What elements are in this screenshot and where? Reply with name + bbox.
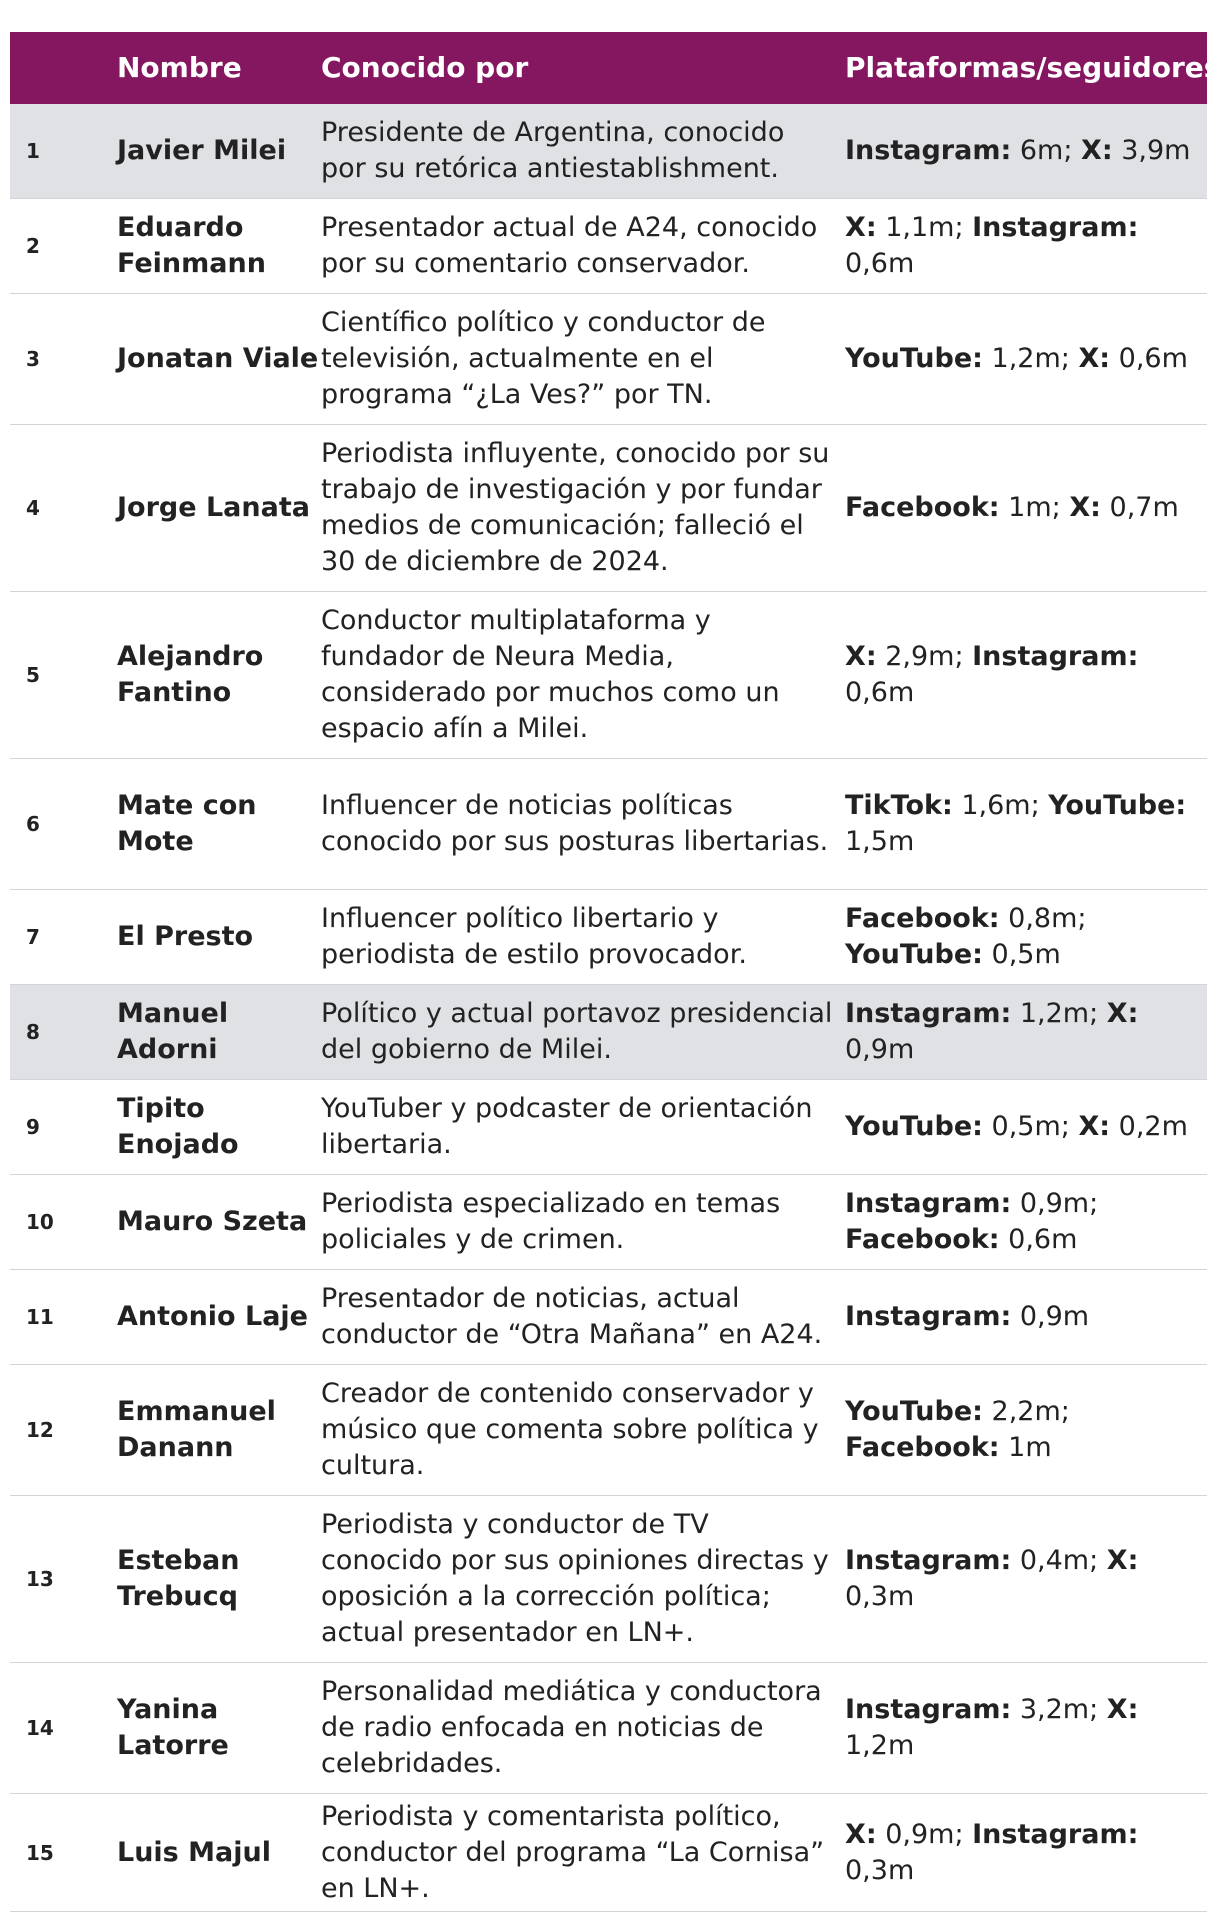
- row-known-for: Periodista y conductor de TV conocido por sus opiniones directas y oposición a la corrección política; actual presentador en LN+.: [321, 1509, 829, 1648]
- row-name: Mate con Mote: [117, 790, 257, 857]
- row-known-for: Influencer político libertario y periodista de estilo provocador.: [321, 903, 747, 970]
- row-known-for: Presentador de noticias, actual conductor de “Otra Mañana” en A24.: [321, 1283, 823, 1350]
- platform-name: Instagram:: [845, 135, 1012, 166]
- platform-name: X:: [1078, 1111, 1111, 1142]
- platform-name: X:: [1106, 998, 1139, 1029]
- table-row: [10, 1663, 1207, 1794]
- row-platforms: [845, 1543, 1207, 1615]
- table-row: [10, 759, 1207, 890]
- follower-count: 0,6m: [845, 248, 915, 279]
- follower-count: 1,5m: [845, 826, 915, 857]
- table-row: [10, 1496, 1207, 1663]
- table-row: [10, 294, 1207, 425]
- row-number: 14: [26, 1716, 54, 1740]
- platform-name: YouTube:: [845, 1111, 983, 1142]
- row-number: 8: [26, 1020, 40, 1044]
- platform-name: Instagram:: [845, 1188, 1012, 1219]
- table-header: [10, 32, 1220, 104]
- table-row: [10, 1080, 1207, 1175]
- platform-name: Facebook:: [845, 492, 1000, 523]
- table-row: [10, 1365, 1207, 1496]
- row-number: 12: [26, 1418, 54, 1442]
- influencers-table: [10, 32, 1220, 1912]
- follower-count: 6m;: [1011, 135, 1082, 166]
- platform-name: X:: [1081, 135, 1113, 166]
- table-row: [10, 1175, 1207, 1270]
- row-name: Antonio Laje: [117, 1301, 308, 1332]
- table-row: [10, 890, 1207, 985]
- row-name: Manuel Adorni: [117, 998, 229, 1065]
- follower-count: 0,9m: [1011, 1301, 1090, 1332]
- row-platforms: [845, 1299, 1207, 1335]
- platform-name: X:: [1106, 1545, 1139, 1576]
- header-name: Nombre: [117, 51, 242, 84]
- platform-name: X:: [845, 641, 877, 672]
- row-number: 3: [26, 347, 40, 371]
- row-number: 9: [26, 1115, 40, 1139]
- row-name: Tipito Enojado: [117, 1093, 239, 1160]
- platform-name: Instagram:: [845, 1545, 1012, 1576]
- row-name: Yanina Latorre: [117, 1694, 229, 1761]
- platform-name: Instagram:: [972, 1818, 1139, 1850]
- row-known-for: Político y actual portavoz presidencial del gobierno de Milei.: [321, 998, 833, 1065]
- follower-count: 0,9m: [845, 1034, 915, 1065]
- row-name: Esteban Trebucq: [117, 1545, 240, 1612]
- row-known-for: Presentador actual de A24, conocido por su comentario conservador.: [321, 212, 818, 279]
- follower-count: 1m: [999, 1432, 1052, 1463]
- follower-count: 3,9m: [1112, 135, 1191, 166]
- row-known-for: YouTuber y podcaster de orientación libertaria.: [321, 1093, 813, 1160]
- row-platforms: [845, 1817, 1207, 1889]
- follower-count: 2,9m;: [876, 641, 973, 672]
- table-row: [10, 104, 1207, 199]
- row-number: 11: [26, 1305, 54, 1329]
- table-row: [10, 592, 1207, 759]
- row-name: Eduardo Feinmann: [117, 212, 266, 279]
- platform-name: TikTok:: [845, 790, 953, 821]
- follower-count: 1,1m;: [876, 212, 973, 243]
- row-number: 5: [26, 663, 40, 687]
- row-platforms: [845, 1186, 1207, 1258]
- platform-name: YouTube:: [845, 343, 983, 374]
- platform-name: X:: [1069, 492, 1101, 523]
- row-platforms: [845, 341, 1207, 377]
- platform-name: Instagram:: [845, 998, 1012, 1029]
- platform-name: X:: [845, 1818, 877, 1850]
- row-platforms: [845, 639, 1207, 711]
- platform-name: YouTube:: [1048, 790, 1187, 821]
- table-row: [10, 425, 1207, 592]
- row-number: 6: [26, 812, 40, 836]
- header-known-for: Conocido por: [321, 51, 529, 84]
- follower-count: 2,2m;: [982, 1396, 1070, 1427]
- table-row: [10, 1270, 1207, 1365]
- row-platforms: [845, 901, 1207, 973]
- row-platforms: [845, 788, 1207, 860]
- row-name: Javier Milei: [117, 135, 287, 166]
- follower-count: 1,6m;: [952, 790, 1049, 821]
- row-number: 2: [26, 234, 40, 258]
- row-name: El Presto: [117, 921, 254, 952]
- header-platforms: Plataformas/seguidores: [845, 51, 1220, 84]
- follower-count: 1,2m;: [1011, 998, 1107, 1029]
- row-name: Jonatan Viale: [117, 343, 319, 374]
- row-platforms: [845, 996, 1207, 1068]
- row-name: Alejandro Fantino: [117, 641, 264, 708]
- platform-name: Instagram:: [845, 1694, 1012, 1725]
- row-platforms: [845, 490, 1207, 526]
- platform-name: Instagram:: [845, 1301, 1012, 1332]
- table-row: [10, 985, 1207, 1080]
- row-known-for: Personalidad mediática y conductora de radio enfocada en noticias de celebridades.: [321, 1676, 822, 1779]
- row-name: Mauro Szeta: [117, 1206, 308, 1237]
- follower-count: 0,6m: [1110, 343, 1188, 374]
- table-row: [10, 1794, 1207, 1912]
- table-body: [10, 104, 1207, 1912]
- follower-count: 0,4m;: [1011, 1545, 1107, 1576]
- follower-count: 1,2m: [845, 1730, 915, 1761]
- row-known-for: Periodista especializado en temas policiales y de crimen.: [321, 1188, 781, 1255]
- row-platforms: [845, 1109, 1207, 1145]
- row-platforms: [845, 210, 1207, 282]
- table-row: [10, 199, 1207, 294]
- row-number: 15: [26, 1840, 54, 1865]
- row-known-for: Periodista y comentarista político, conductor del programa “La Cornisa” en LN+.: [321, 1800, 825, 1904]
- row-number: 4: [26, 496, 40, 520]
- platform-name: Instagram:: [972, 212, 1139, 243]
- follower-count: 0,3m: [845, 1581, 915, 1612]
- follower-count: 0,5m;: [982, 1111, 1079, 1142]
- platform-name: X:: [845, 212, 877, 243]
- row-platforms: [845, 133, 1207, 169]
- row-name: Luis Majul: [117, 1836, 271, 1868]
- platform-name: Facebook:: [845, 1432, 1000, 1463]
- follower-count: 0,9m;: [876, 1818, 973, 1850]
- platform-name: Facebook:: [845, 1224, 1000, 1255]
- row-platforms: [845, 1394, 1207, 1466]
- follower-count: 3,2m;: [1011, 1694, 1107, 1725]
- row-known-for: Influencer de noticias políticas conocido por sus posturas libertarias.: [321, 790, 829, 857]
- row-known-for: Conductor multiplataforma y fundador de Neura Media, considerado por muchos como un espacio afín a Milei.: [321, 605, 780, 744]
- platform-name: YouTube:: [845, 939, 983, 970]
- follower-count: 0,6m: [845, 677, 915, 708]
- row-number: 7: [26, 925, 40, 949]
- follower-count: 1m;: [999, 492, 1070, 523]
- row-name: Jorge Lanata: [117, 492, 310, 523]
- row-number: 13: [26, 1567, 54, 1591]
- platform-name: X:: [1078, 343, 1111, 374]
- platform-name: Facebook:: [845, 903, 1000, 934]
- follower-count: 0,6m: [999, 1224, 1078, 1255]
- follower-count: 0,2m: [1110, 1111, 1188, 1142]
- row-platforms: [845, 1692, 1207, 1764]
- row-known-for: Científico político y conductor de televisión, actualmente en el programa “¿La Ves?” por TN.: [321, 307, 766, 410]
- row-known-for: Presidente de Argentina, conocido por su retórica antiestablishment.: [321, 117, 785, 184]
- row-number: 10: [26, 1210, 54, 1234]
- follower-count: 0,8m;: [999, 903, 1087, 934]
- platform-name: Instagram:: [972, 641, 1139, 672]
- follower-count: 0,5m: [982, 939, 1061, 970]
- row-known-for: Periodista influyente, conocido por su trabajo de investigación y por fundar medios de comunicación; falleció el 30 de diciembre de 2024.: [321, 438, 830, 577]
- platform-name: YouTube:: [845, 1396, 983, 1427]
- follower-count: 0,9m;: [1011, 1188, 1099, 1219]
- follower-count: 0,7m: [1100, 492, 1179, 523]
- platform-name: X:: [1106, 1694, 1139, 1725]
- follower-count: 1,2m;: [982, 343, 1079, 374]
- follower-count: 0,3m: [845, 1854, 915, 1886]
- row-number: 1: [26, 139, 40, 163]
- row-name: Emmanuel Danann: [117, 1396, 276, 1463]
- row-known-for: Creador de contenido conservador y músico que comenta sobre política y cultura.: [321, 1378, 819, 1481]
